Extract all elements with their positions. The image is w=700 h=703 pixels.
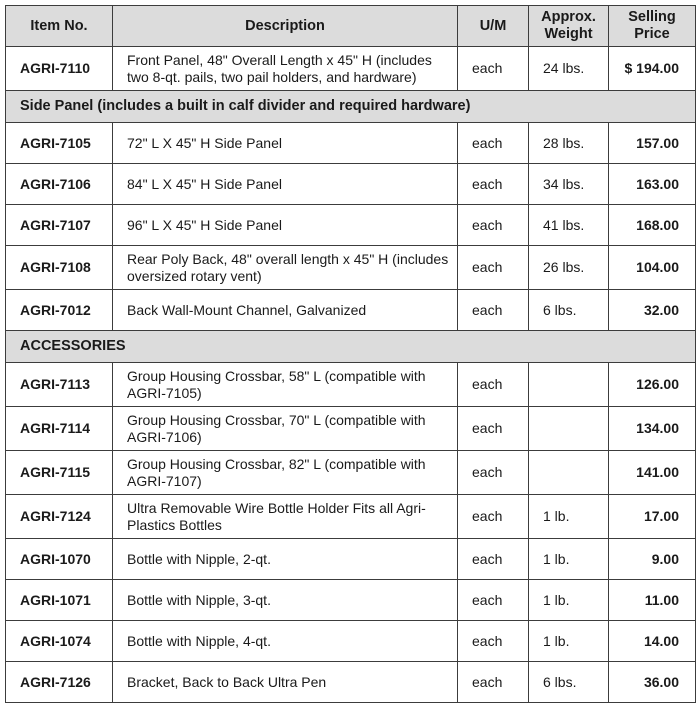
table-row <box>6 662 696 703</box>
table-row <box>6 123 696 164</box>
description-cell: Back Wall-Mount Channel, Galvanized <box>113 290 458 331</box>
weight-cell: 1 lb. <box>529 580 609 621</box>
item-number-cell: AGRI-1070 <box>6 539 113 580</box>
item-number-cell: AGRI-7110 <box>6 47 113 91</box>
table-row <box>6 246 696 290</box>
table-row <box>6 495 696 539</box>
item-number-cell: AGRI-7124 <box>6 495 113 539</box>
description-cell: Group Housing Crossbar, 58" L (compatible with AGRI-7105) <box>113 363 458 407</box>
table-row <box>6 539 696 580</box>
unit-cell: each <box>458 621 529 662</box>
weight-cell: 1 lb. <box>529 539 609 580</box>
price-cell: 168.00 <box>609 205 696 246</box>
item-number-cell: AGRI-7108 <box>6 246 113 290</box>
item-number-cell: AGRI-1071 <box>6 580 113 621</box>
weight-cell <box>529 363 609 407</box>
table-row <box>6 621 696 662</box>
description-cell: Rear Poly Back, 48" overall length x 45" H (includes oversized rotary vent) <box>113 246 458 290</box>
section-header-row <box>6 91 696 123</box>
price-cell: 157.00 <box>609 123 696 164</box>
description-cell: Group Housing Crossbar, 82" L (compatible with AGRI-7107) <box>113 451 458 495</box>
description-cell: Front Panel, 48" Overall Length x 45" H (includes two 8-qt. pails, two pail holders, and hardware) <box>113 47 458 91</box>
unit-cell: each <box>458 205 529 246</box>
description-cell: Group Housing Crossbar, 70" L (compatible with AGRI-7106) <box>113 407 458 451</box>
weight-cell: 28 lbs. <box>529 123 609 164</box>
weight-cell: 34 lbs. <box>529 164 609 205</box>
item-number-cell: AGRI-7115 <box>6 451 113 495</box>
table-row <box>6 164 696 205</box>
unit-cell: each <box>458 363 529 407</box>
price-cell: 11.00 <box>609 580 696 621</box>
description-cell: Bottle with Nipple, 3-qt. <box>113 580 458 621</box>
weight-cell: 24 lbs. <box>529 47 609 91</box>
table-row <box>6 580 696 621</box>
item-number-cell: AGRI-7126 <box>6 662 113 703</box>
header-price: Selling Price <box>609 6 696 47</box>
weight-cell: 1 lb. <box>529 621 609 662</box>
price-cell: 14.00 <box>609 621 696 662</box>
table-row <box>6 363 696 407</box>
description-cell: Bracket, Back to Back Ultra Pen <box>113 662 458 703</box>
unit-cell: each <box>458 164 529 205</box>
weight-cell: 1 lb. <box>529 495 609 539</box>
table-row <box>6 47 696 91</box>
description-cell: 72" L X 45" H Side Panel <box>113 123 458 164</box>
price-cell: 104.00 <box>609 246 696 290</box>
header-description: Description <box>113 6 458 47</box>
price-table <box>5 5 696 703</box>
price-cell: 134.00 <box>609 407 696 451</box>
description-cell: Bottle with Nipple, 2-qt. <box>113 539 458 580</box>
weight-cell: 6 lbs. <box>529 662 609 703</box>
table-row <box>6 290 696 331</box>
price-cell: 141.00 <box>609 451 696 495</box>
item-number-cell: AGRI-7012 <box>6 290 113 331</box>
item-number-cell: AGRI-7113 <box>6 363 113 407</box>
item-number-cell: AGRI-7107 <box>6 205 113 246</box>
table-body <box>6 47 696 703</box>
item-number-cell: AGRI-7106 <box>6 164 113 205</box>
unit-cell: each <box>458 495 529 539</box>
section-header-row <box>6 331 696 363</box>
unit-cell: each <box>458 662 529 703</box>
unit-cell: each <box>458 580 529 621</box>
table-row <box>6 451 696 495</box>
header-um: U/M <box>458 6 529 47</box>
price-cell: 163.00 <box>609 164 696 205</box>
unit-cell: each <box>458 290 529 331</box>
header-item-no: Item No. <box>6 6 113 47</box>
description-cell: 96" L X 45" H Side Panel <box>113 205 458 246</box>
price-cell: 32.00 <box>609 290 696 331</box>
description-cell: Ultra Removable Wire Bottle Holder Fits all Agri-Plastics Bottles <box>113 495 458 539</box>
unit-cell: each <box>458 539 529 580</box>
price-cell: 17.00 <box>609 495 696 539</box>
price-cell: 126.00 <box>609 363 696 407</box>
section-label: Side Panel (includes a built in calf divider and required hardware) <box>6 91 696 123</box>
unit-cell: each <box>458 246 529 290</box>
item-number-cell: AGRI-1074 <box>6 621 113 662</box>
unit-cell: each <box>458 47 529 91</box>
price-cell: 36.00 <box>609 662 696 703</box>
weight-cell <box>529 451 609 495</box>
price-cell: 9.00 <box>609 539 696 580</box>
section-label: ACCESSORIES <box>6 331 696 363</box>
item-number-cell: AGRI-7105 <box>6 123 113 164</box>
item-number-cell: AGRI-7114 <box>6 407 113 451</box>
description-cell: 84" L X 45" H Side Panel <box>113 164 458 205</box>
weight-cell <box>529 407 609 451</box>
weight-cell: 6 lbs. <box>529 290 609 331</box>
weight-cell: 26 lbs. <box>529 246 609 290</box>
table-header <box>6 6 696 47</box>
table-row <box>6 205 696 246</box>
price-cell: $ 194.00 <box>609 47 696 91</box>
description-cell: Bottle with Nipple, 4-qt. <box>113 621 458 662</box>
unit-cell: each <box>458 407 529 451</box>
unit-cell: each <box>458 123 529 164</box>
weight-cell: 41 lbs. <box>529 205 609 246</box>
table-row <box>6 407 696 451</box>
header-weight: Approx. Weight <box>529 6 609 47</box>
unit-cell: each <box>458 451 529 495</box>
